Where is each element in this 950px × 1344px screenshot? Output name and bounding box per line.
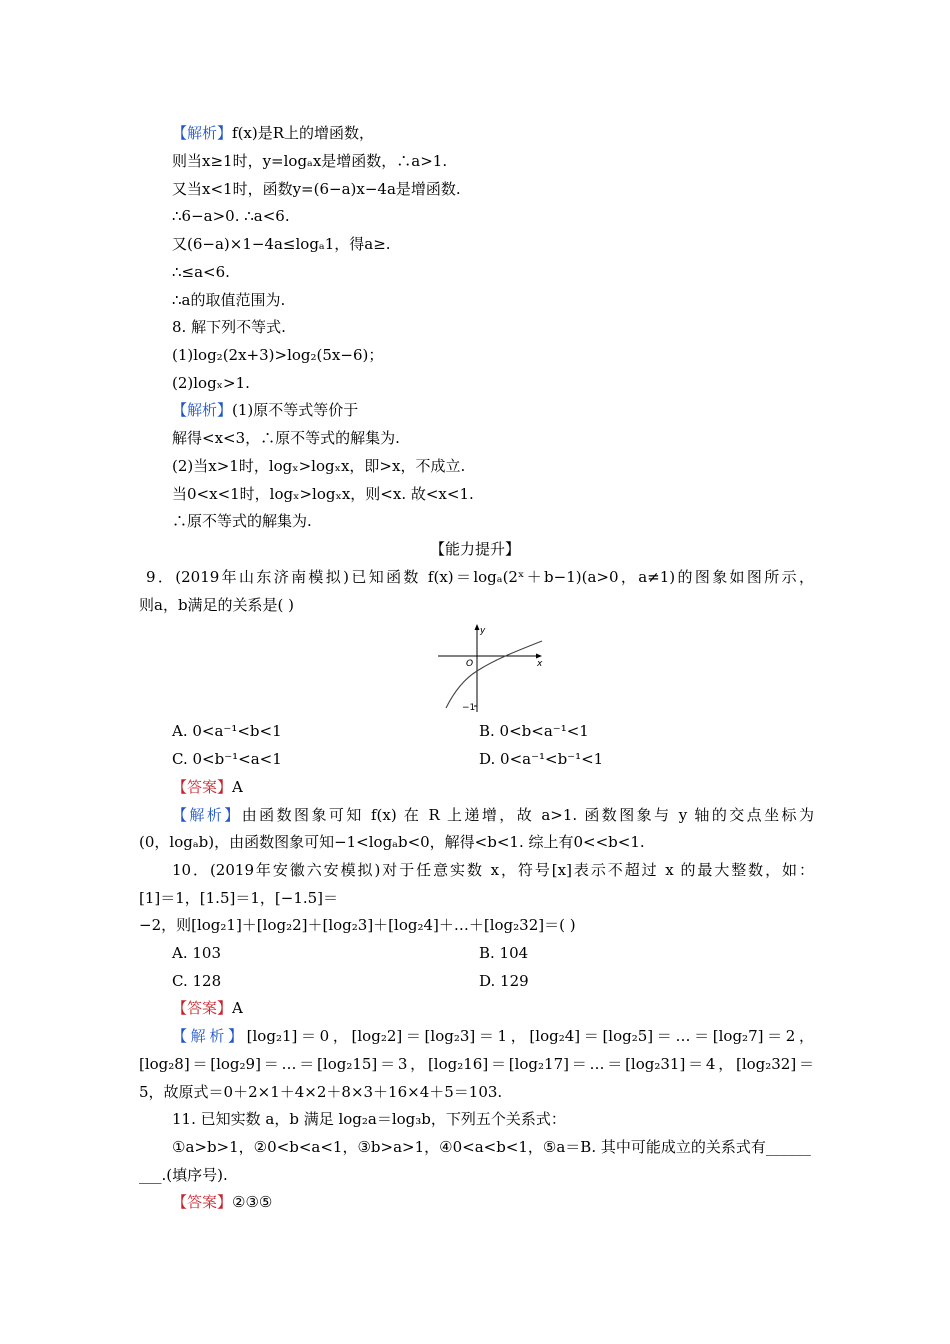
origin-label: O	[466, 659, 474, 669]
question-8: 8. 解下列不等式.	[172, 318, 286, 336]
question-10-continued: −2，则[log₂1]＋[log₂2]＋[log₂3]＋[log₂4]＋…＋[log₂32]＝( )	[139, 916, 576, 934]
x-axis-arrow	[536, 654, 542, 659]
solution-tag: 【解析】	[172, 401, 233, 419]
solution-line: (0，logₐb)，由函数图象可知−1<logₐb<0，解得<b<1. 综上有0<<b<1.	[139, 833, 645, 851]
solution-line: 则当x≥1时，y=logₐx是增函数，∴a>1.	[172, 152, 448, 170]
solution-line	[172, 1026, 814, 1046]
function-curve	[446, 641, 542, 708]
option-d: D. 129	[479, 972, 529, 990]
option-b: B. 0<b<a⁻¹<1	[479, 722, 589, 740]
question-9-continued: 则a，b满足的关系是( )	[139, 596, 295, 614]
solution-text: [log₂1]＝0，[log₂2]＝[log₂3]＝1，[log₂4]＝[log₂5]＝…＝[log₂7]＝2，	[246, 1027, 814, 1045]
option-a: A. 0<a⁻¹<b<1	[172, 722, 282, 740]
option-b: B. 104	[479, 944, 529, 962]
answer-tag: 【答案】	[172, 999, 233, 1017]
y-axis-label: y	[480, 626, 486, 636]
question-11: 11. 已知实数 a，b 满足 log₂a＝log₃b，下列五个关系式：	[172, 1110, 566, 1128]
question-11-continued: ___.(填序号).	[139, 1166, 228, 1184]
answer-tag: 【答案】	[172, 1193, 233, 1211]
y-axis-arrow	[475, 624, 480, 630]
solution-line: 当0<x<1时，logₓ>logₓx，则<x. 故<x<1.	[172, 485, 474, 503]
x-axis-label: x	[537, 659, 543, 669]
solution-line: (2)当x>1时，logₓ>logₓx，即>x，不成立.	[172, 457, 466, 475]
solution-text: (1)原不等式等价于	[232, 401, 359, 419]
option-d: D. 0<a⁻¹<b⁻¹<1	[479, 750, 604, 768]
solution-line: ∴≤a<6.	[172, 263, 230, 281]
question-8-part-1: (1)log₂(2x+3)>log₂(5x−6)；	[172, 346, 384, 364]
answer-line	[172, 1192, 272, 1212]
question-9: 9．(2019年山东济南模拟)已知函数 f(x)＝logₐ(2ˣ＋b−1)(a>0，a≠1)的图象如图所示，	[146, 568, 814, 586]
answer-line	[172, 777, 243, 797]
solution-text: f(x)是R上的增函数，	[232, 124, 375, 142]
solution-line	[172, 123, 374, 143]
answer-line	[172, 998, 243, 1018]
question-8-part-2: (2)logₓ>1.	[172, 374, 250, 392]
solution-line	[172, 805, 814, 825]
question-10: 10．(2019年安徽六安模拟)对于任意实数 x，符号[x]表示不超过 x 的最大整数，如：	[172, 861, 814, 879]
solution-tag: 【解析】	[172, 124, 233, 142]
solution-line: [log₂8]＝[log₂9]＝…＝[log₂15]＝3，[log₂16]＝[log₂17]＝…＝[log₂31]＝4，[log₂32]＝	[139, 1055, 814, 1073]
solution-line: ∴6−a>0. ∴a<6.	[172, 207, 290, 225]
answer-text: A	[232, 999, 243, 1017]
solution-line: ∴a的取值范围为.	[172, 291, 286, 309]
solution-line: 解得<x<3，∴原不等式的解集为.	[172, 429, 400, 447]
solution-tag: 【解析】	[172, 806, 242, 824]
answer-text: A	[232, 778, 243, 796]
solution-tag: 【解析】	[172, 1027, 247, 1045]
section-heading: 【能力提升】	[429, 540, 520, 558]
solution-line	[172, 400, 358, 420]
solution-line: 又(6−a)×1−4a≤logₐ1，得a≥.	[172, 235, 391, 253]
answer-text: ②③⑤	[232, 1193, 273, 1211]
solution-line: ∴原不等式的解集为.	[172, 512, 312, 530]
question-10-continued: [1]＝1，[1.5]＝1，[−1.5]＝	[139, 889, 339, 907]
option-c: C. 0<b⁻¹<a<1	[172, 750, 282, 768]
option-c: C. 128	[172, 972, 222, 990]
solution-line: 又当x<1时，函数y=(6−a)x−4a是增函数.	[172, 180, 461, 198]
tick-label: −1	[462, 703, 476, 713]
solution-text: 由函数图象可知 f(x) 在 R 上递增，故 a>1. 函数图象与 y 轴的交点坐标为	[241, 806, 814, 824]
answer-tag: 【答案】	[172, 778, 233, 796]
option-a: A. 103	[172, 944, 221, 962]
solution-line: 5，故原式＝0＋2×1＋4×2＋8×3＋16×4＋5＝103.	[139, 1083, 503, 1101]
function-graph	[436, 622, 548, 714]
question-11-continued: ①a>b>1，②0<b<a<1，③b>a>1，④0<a<b<1，⑤a＝B. 其中可能成立的关系式有______	[172, 1138, 811, 1156]
